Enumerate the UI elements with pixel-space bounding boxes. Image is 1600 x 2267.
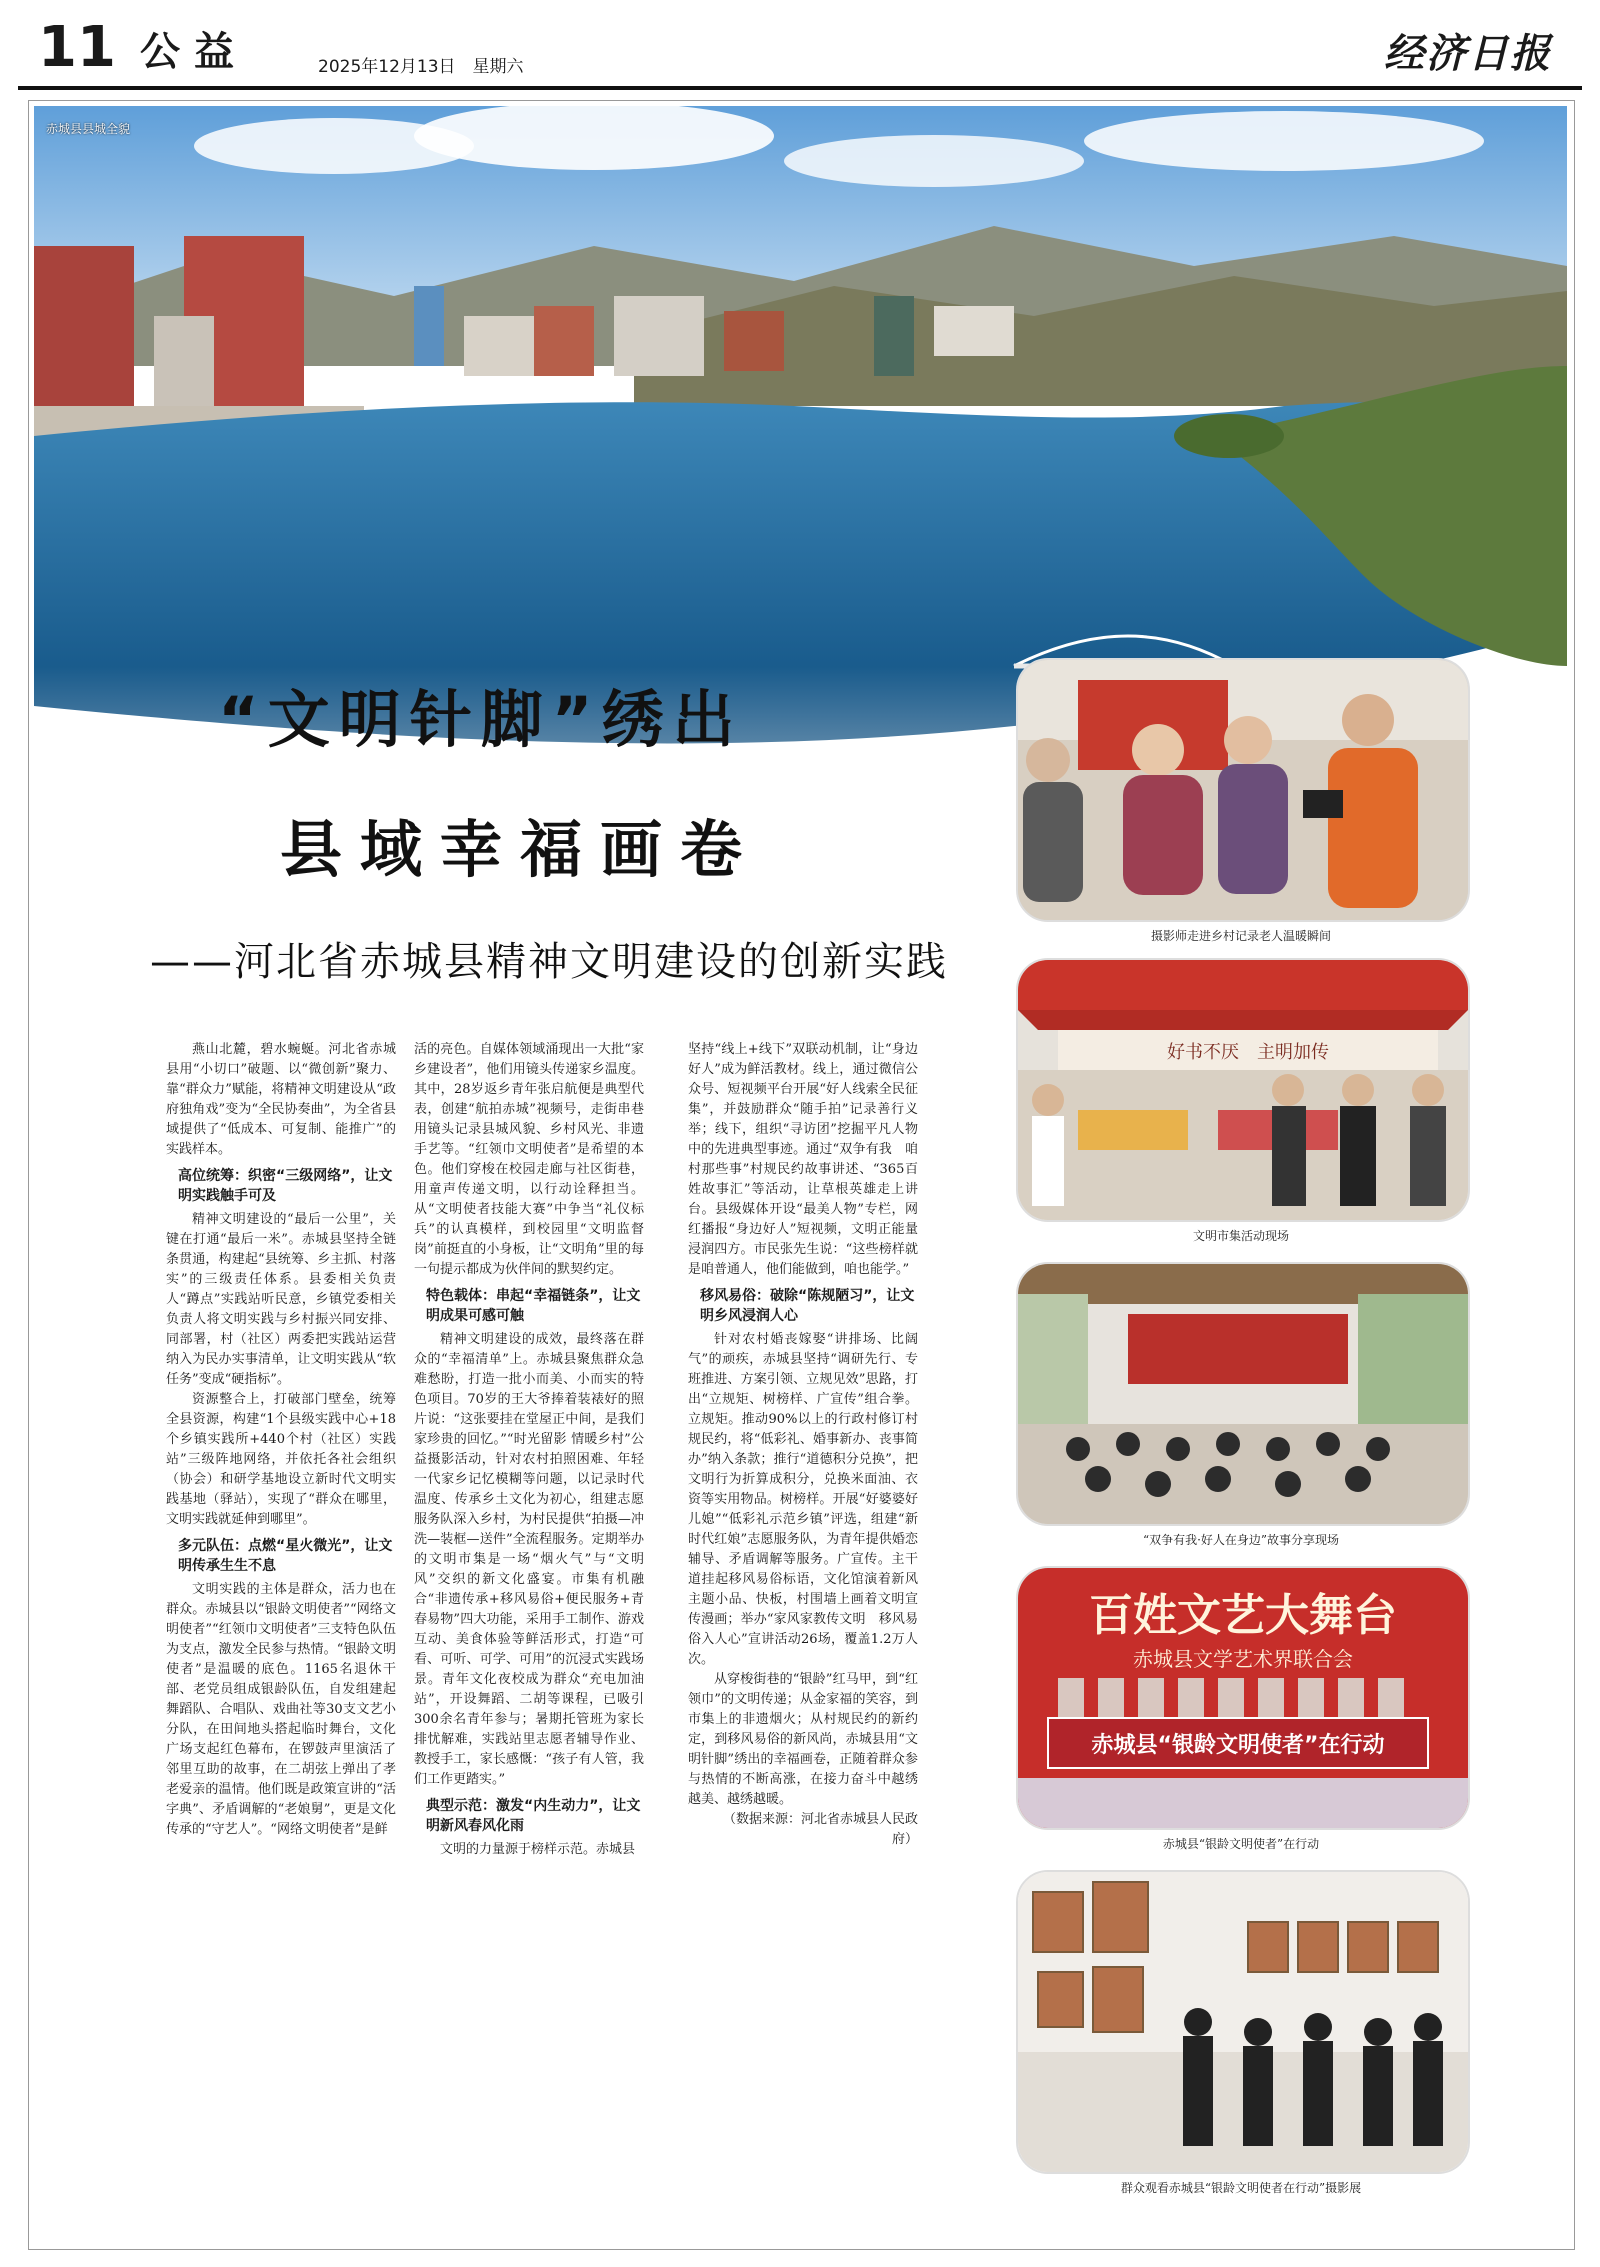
paragraph: 文明的力量源于榜样示范。赤城县 [440, 1842, 636, 1857]
newspaper-logo: 经济日报 [1384, 30, 1552, 77]
photo-caption: 赤城县“银龄文明使者”在行动 [1162, 1837, 1320, 1851]
photo-caption: “双争有我·好人在身边”故事分享现场 [1142, 1533, 1340, 1547]
photo-civilization-market [1016, 958, 1470, 1222]
section-heading: 高位统筹：织密“三级网络”，让文明实践触手可及 [178, 1168, 393, 1204]
market-banner: 好书不厌 主明加传 [1167, 1042, 1329, 1063]
photo-2-illustration [1018, 960, 1468, 1220]
article-column-2 [414, 1040, 644, 1860]
article-column-3 [688, 1040, 918, 1850]
section-heading: 移风易俗：破除“陈规陋习”，让文明乡风浸润人心 [700, 1288, 915, 1324]
article-column-1 [166, 1040, 396, 1840]
stage-title: 百姓文艺大舞台 [1089, 1590, 1397, 1641]
headline-line-1: “文明针脚”绣出 [218, 683, 744, 756]
photo-exhibition [1016, 1870, 1470, 2174]
paragraph: 文明实践的主体是群众，活力也在群众。赤城县以“银龄文明使者”“网络文明使者”“红领巾文明使者”三支特色队伍为支点，激发全民参与热情。“银龄文明使者”是温暖的底色。1165名退休干部、老党员组成银龄队伍，自发组建起舞蹈队、合唱队、戏曲社等30支文艺小分队，在田间地头搭起临时舞台，文化广场支起红色幕布，在锣鼓声里演活了邻里互助的故事，在二胡弦上弹出了孝老爱亲的温情。他们既是政策宣讲的“活字典”、矛盾调解的“老娘舅”，更是文化传承的“守艺人”。“网络文明使者”是鲜 [166, 1582, 396, 1837]
photo-caption: 摄影师走进乡村记录老人温暖瞬间 [1150, 929, 1331, 943]
photo-caption: 群众观看赤城县“银龄文明使者在行动”摄影展 [1120, 2181, 1362, 2195]
paragraph: 资源整合上，打破部门壁垒，统筹全县资源，构建“1个县级实践中心+18个乡镇实践所+440个村（社区）实践站”三级阵地网络，并依托各社会组织（协会）和研学基地设立新时代文明实践基地（驿站），实现了“群众在哪里，文明实践就延伸到哪里”。 [166, 1392, 396, 1527]
photo-story-sharing [1016, 1262, 1470, 1526]
section-heading: 特色载体：串起“幸福链条”，让文明成果可感可触 [426, 1288, 641, 1324]
paragraph: 精神文明建设的“最后一公里”，关键在打通“最后一米”。赤城县坚持全链条贯通，构建起“县统筹、乡主抓、村落实”的三级责任体系。县委相关负责人“蹲点”实践站听民意，乡镇党委相关负责人将文明实践与乡村振兴同安排、同部署，村（社区）两委把实践站运营纳入为民办实事清单，让文明实践从“软任务”变成“硬指标”。 [166, 1212, 396, 1387]
page-number: 11 [38, 15, 116, 80]
photo-caption: 文明市集活动现场 [1192, 1229, 1289, 1243]
section-heading: 典型示范：激发“内生动力”，让文明新风春风化雨 [426, 1798, 641, 1834]
hero-caption: 赤城县县城全貌 [46, 122, 131, 136]
volunteer-banner: 赤城县“银龄文明使者”在行动 [1091, 1733, 1385, 1758]
photo-photographer-elderly [1016, 658, 1470, 922]
photo-3-illustration [1018, 1264, 1468, 1524]
paragraph: 坚持“线上+线下”双联动机制，让“身边好人”成为鲜活教材。线上，通过微信公众号、短视频平台开展“好人线索全民征集”，并鼓励群众“随手拍”记录善行义举；线下，组织“寻访团”挖掘平凡人物中的先进典型事迹。通过“双争有我 咱村那些事”村规民约故事讲述、“365百姓故事汇”等活动，让草根英雄走上讲台。县级媒体开设“最美人物”专栏，网红播报“身边好人”短视频，文明正能量浸润四方。市民张先生说：“这些榜样就是咱普通人，他们能做到，咱也能学。” [688, 1042, 918, 1277]
data-source: （数据来源：河北省赤城县人民政府） [722, 1812, 918, 1847]
paragraph: 精神文明建设的成效，最终落在群众的“幸福清单”上。赤城县聚焦群众急难愁盼，打造一批小而美、小而实的特色项目。70岁的王大爷捧着装裱好的照片说：“这张要挂在堂屋正中间，是我们家珍贵的回忆。”“时光留影 情暖乡村”公益摄影活动，针对农村拍照困难、年轻一代家乡记忆模糊等问题，以记录时代温度、传承乡土文化为初心，组建志愿服务队深入乡村，为村民提供“拍摄—冲洗—装框—送件”全流程服务。定期举办的文明市集是一场“烟火气”与“文明风”交织的新文化盛宴。市集有机融合“非遗传承+移风易俗+便民服务+青春易物”四大功能，采用手工制作、游戏互动、美食体验等鲜活形式，打造“可看、可听、可学、可用”的沉浸式实践场景。青年文化夜校成为群众“充电加油站”，开设舞蹈、二胡等课程，已吸引300余名青年参与；暑期托管班为家长排忧解难，实践站里志愿者辅导作业、教授手工，家长感慨：“孩子有人管，我们工作更踏实。” [414, 1332, 644, 1787]
stage-subtitle: 赤城县文学艺术界联合会 [1133, 1647, 1353, 1671]
subheadline: ——河北省赤城县精神文明建设的创新实践 [150, 939, 948, 985]
paragraph: 燕山北麓，碧水蜿蜒。河北省赤城县用“小切口”破题、以“微创新”聚力、靠“群众力”赋能，将精神文明建设从“政府独角戏”变为“全民协奏曲”，为全省县域提供了“低成本、可复制、能推广”的实践样本。 [166, 1042, 396, 1157]
photo-4-illustration [1018, 1568, 1468, 1828]
issue-date: 2025年12月13日 星期六 [318, 57, 524, 77]
headline-line-2: 县域幸福画卷 [280, 813, 761, 886]
section-heading: 多元队伍：点燃“星火微光”，让文明传承生生不息 [178, 1538, 393, 1574]
section-title: 公益 [140, 28, 248, 75]
paragraph: 从穿梭街巷的“银龄”红马甲，到“红领巾”的文明传递；从金家福的笑容，到市集上的非遗烟火；从村规民约的新约定，到移风易俗的新风尚，赤城县用“文明针脚”绣出的幸福画卷，正随着群众参与热情的不断高涨，在接力奋斗中越绣越美、越绣越暖。 [688, 1672, 918, 1807]
photo-1-illustration [1018, 660, 1468, 920]
photo-silver-age-volunteers [1016, 1566, 1470, 1830]
paragraph: 针对农村婚丧嫁娶“讲排场、比阔气”的顽疾，赤城县坚持“调研先行、专班推进、方案引领、立规见效”思路，打出“立规矩、树榜样、广宣传”组合拳。立规矩。推动90%以上的行政村修订村规民约，将“低彩礼、婚事新办、丧事简办”纳入条款；推行“道德积分兑换”，把文明行为折算成积分，兑换米面油、衣资等实用物品。树榜样。开展“好婆婆好儿媳”“低彩礼示范乡镇”评选，组建“新时代红娘”志愿服务队，为青年提供婚恋辅导、矛盾调解等服务。广宣传。主干道挂起移风易俗标语，文化馆演着新风主题小品、快板，村围墙上画着文明宣传漫画；举办“家风家教传文明 移风易俗入人心”宣讲活动26场，覆盖1.2万人次。 [688, 1332, 918, 1667]
masthead-rule [18, 86, 1582, 90]
photo-5-illustration [1018, 1872, 1468, 2172]
paragraph: 活的亮色。自媒体领域涌现出一大批“家乡建设者”，他们用镜头传递家乡温度。其中，28岁返乡青年张启航便是典型代表，创建“航拍赤城”视频号，走街串巷用镜头记录县城风貌、乡村风光、非遗手艺等。“红领巾文明使者”是希望的本色。他们穿梭在校园走廊与社区街巷，用童声传递文明，以行动诠释担当。从“文明使者技能大赛”中争当“礼仪标兵”的认真模样，到校园里“文明监督岗”前挺直的小身板，让“文明角”里的每一句提示都成为伙伴间的默契约定。 [414, 1042, 644, 1277]
